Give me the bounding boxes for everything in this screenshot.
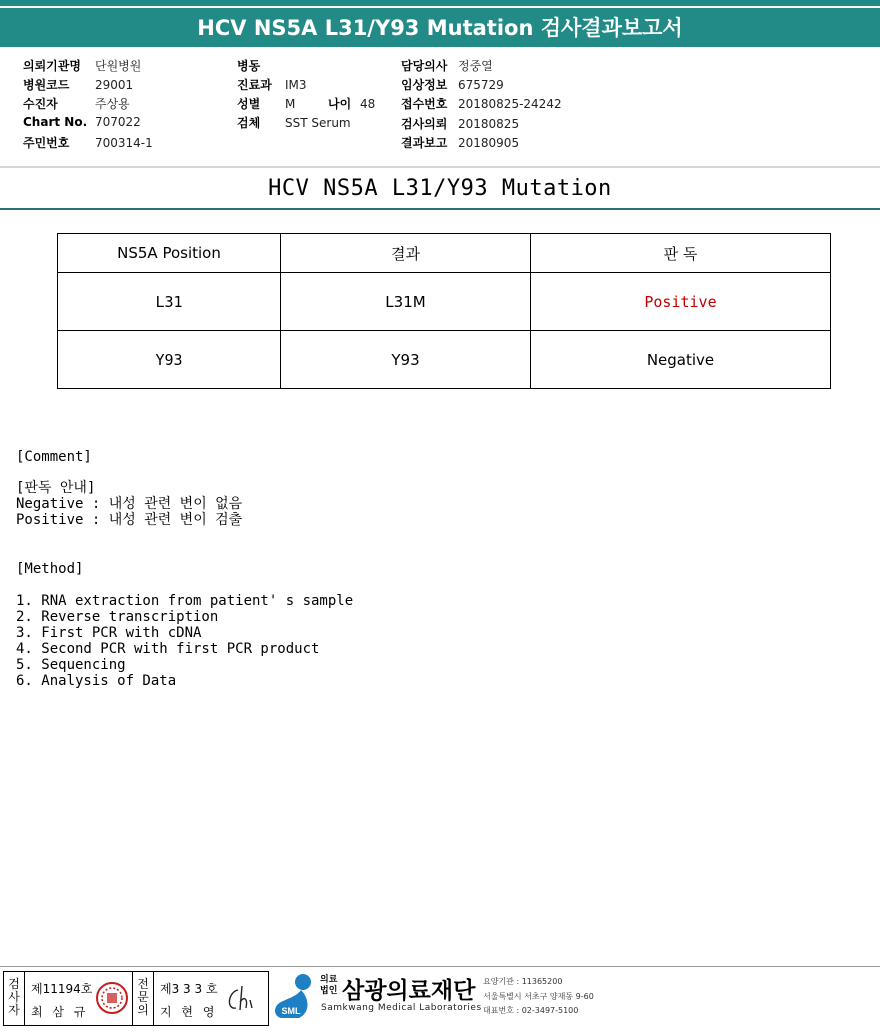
org-name: 삼광의료재단 [342, 978, 476, 1004]
info-department: 진료과 IM3 [237, 78, 307, 92]
info-sex: 성별 M [237, 97, 296, 111]
tester-cell [25, 972, 133, 1025]
comment-heading: [Comment] [16, 449, 92, 465]
result-table [57, 233, 831, 389]
table-row [58, 273, 831, 331]
header-interpretation: 판 독 [531, 234, 831, 273]
method-step: 5. Sequencing [16, 657, 126, 673]
cell-interpretation-negative: Negative [531, 331, 831, 389]
signature-icon [224, 982, 262, 1016]
specialist-name: 지 현 영 [160, 1005, 218, 1019]
guide-positive: Positive : 내성 관련 변이 검출 [16, 512, 243, 528]
institution-no: 요양기관 : 11365200 [483, 977, 563, 986]
method-step: 1. RNA extraction from patient' s sample [16, 593, 354, 609]
specialist-label: 전문의 [137, 977, 149, 1017]
report-title-banner: HCV NS5A L31/Y93 Mutation 검사결과보고서 [0, 8, 880, 47]
sml-logo-icon [271, 972, 319, 1024]
info-hospital-code: 병원코드 29001 [23, 78, 134, 92]
info-hospital-name: 의뢰기관명 단원병원 [23, 59, 142, 73]
cell-result: Y93 [281, 331, 531, 389]
info-specimen: 검체 SST Serum [237, 116, 351, 130]
title-underline [0, 208, 880, 210]
cell-position: L31 [58, 273, 281, 331]
method-step: 2. Reverse transcription [16, 609, 219, 625]
tester-seal-icon [95, 981, 129, 1015]
tester-label: 검사자 [8, 977, 20, 1017]
specialist-label-cell [133, 972, 154, 1025]
tester-license: 제11194호 [31, 982, 93, 996]
cell-interpretation-positive: Positive [531, 273, 831, 331]
cell-result: L31M [281, 273, 531, 331]
cell-position: Y93 [58, 331, 281, 389]
info-report-date: 결과보고 20180905 [401, 136, 520, 150]
org-name-en: Samkwang Medical Laboratories [321, 1003, 482, 1013]
top-accent-bar [0, 0, 880, 6]
footer-divider [0, 966, 880, 967]
info-clinical: 임상정보 675729 [401, 78, 504, 92]
method-heading: [Method] [16, 561, 84, 577]
info-receipt-no: 접수번호 20180825-24242 [401, 97, 562, 111]
info-age: 나이 48 [328, 97, 376, 111]
info-request-date: 검사의뢰 20180825 [401, 117, 520, 131]
header-position: NS5A Position [58, 234, 281, 273]
phone: 대표번호 : 02-3497-5100 [483, 1006, 579, 1015]
corp-type: 의료법인 [320, 975, 338, 996]
info-doctor: 담당의사 정중열 [401, 59, 493, 73]
logo-text: SML [281, 1006, 301, 1016]
info-chart-no: Chart No. 707022 [23, 115, 141, 129]
specialist-cell [154, 972, 267, 1025]
address: 서울특별시 서초구 양재동 9-60 [483, 992, 594, 1001]
tester-label-cell [4, 972, 25, 1025]
table-row [58, 331, 831, 389]
divider [0, 166, 880, 168]
signature-box [3, 971, 269, 1026]
info-resident-no: 주민번호 700314-1 [23, 136, 153, 150]
header-result: 결과 [281, 234, 531, 273]
section-title: HCV NS5A L31/Y93 Mutation [268, 176, 612, 201]
guide-negative: Negative : 내성 관련 변이 없음 [16, 496, 243, 512]
method-step: 3. First PCR with cDNA [16, 625, 202, 641]
guide-heading: [판독 안내] [16, 480, 96, 496]
info-patient-name: 수진자 주상용 [23, 97, 130, 111]
tester-name: 최 삼 규 [31, 1005, 89, 1019]
method-step: 6. Analysis of Data [16, 673, 177, 689]
info-ward: 병동 [237, 59, 261, 73]
specialist-license: 제3 3 3 호 [160, 982, 218, 996]
table-header-row [58, 234, 831, 273]
patient-info-block [0, 54, 880, 160]
method-step: 4. Second PCR with first PCR product [16, 641, 320, 657]
